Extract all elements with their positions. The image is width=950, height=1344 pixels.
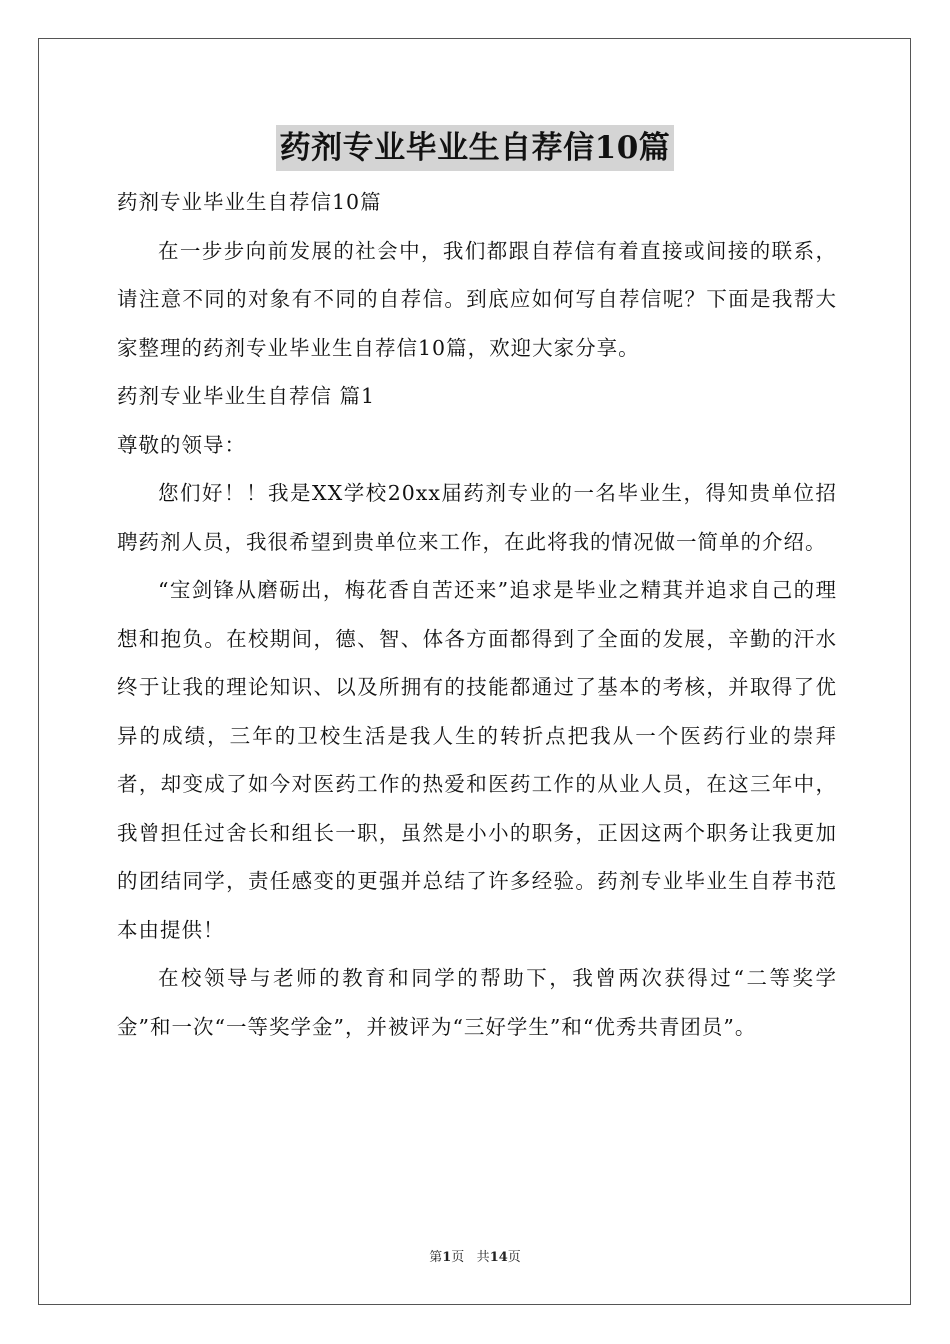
page-prefix: 第 (429, 1250, 443, 1265)
page-suffix: 页 (451, 1250, 465, 1265)
total-suffix: 页 (507, 1250, 521, 1265)
document-body (117, 178, 837, 1051)
document-title: 药剂专业毕业生自荐信10篇 (276, 125, 675, 171)
intro-paragraph: 在一步步向前发展的社会中，我们都跟自荐信有着直接或间接的联系，请注意不同的对象有不同的自荐信。到底应如何写自荐信呢？下面是我帮大家整理的药剂专业毕业生自荐信10篇，欢迎大家分享。 (117, 238, 837, 360)
total-prefix: 共 (476, 1250, 490, 1265)
section-heading: 药剂专业毕业生自荐信 篇1 (117, 384, 376, 408)
body-paragraph: 在校领导与老师的教育和同学的帮助下，我曾两次获得过“二等奖学金”和一次“一等奖学金”，并被评为“三好学生”和“优秀共青团员”。 (117, 966, 837, 1039)
page-footer (0, 1246, 950, 1265)
salutation: 尊敬的领导： (117, 432, 246, 457)
body-paragraph: “宝剑锋从磨砺出，梅花香自苦还来”追求是毕业之精萁并追求自己的理想和抱负。在校期间，德、智、体各方面都得到了全面的发展，辛勤的汗水终于让我的理论知识、以及所拥有的技能都通过了基本的考核，并取得了优异的成绩，三年的卫校生活是我人生的转折点把我从一个医药行业的崇拜者，却变成了如今对医药工作的热爱和医药工作的从业人员，在这三年中，我曾担任过舍长和组长一职，虽然是小小的职务，正因这两个职务让我更加的团结同学，责任感变的更强并总结了许多经验。药剂专业毕业生自荐书范本由提供！ (117, 578, 837, 942)
title-container (0, 125, 950, 171)
total-pages: 14 (489, 1250, 508, 1265)
page-number: 1 (442, 1250, 452, 1265)
body-paragraph: 您们好！！我是XX学校20xx届药剂专业的一名毕业生，得知贵单位招聘药剂人员，我很希望到贵单位来工作，在此将我的情况做一简单的介绍。 (117, 481, 837, 554)
document-subtitle: 药剂专业毕业生自荐信10篇 (117, 190, 382, 214)
